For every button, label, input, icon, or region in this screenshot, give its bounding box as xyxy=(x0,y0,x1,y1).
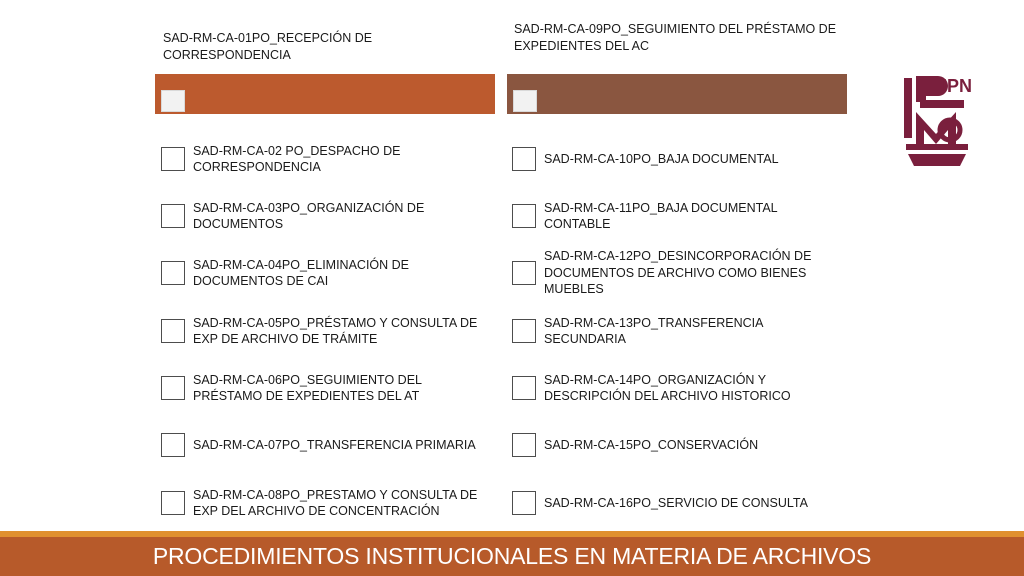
checkbox[interactable] xyxy=(161,204,185,228)
item-label: SAD-RM-CA-15PO_CONSERVACIÓN xyxy=(544,437,759,452)
checkbox[interactable] xyxy=(161,147,185,171)
checkbox[interactable] xyxy=(512,261,536,285)
item-label: SAD-RM-CA-08PO_PRESTAMO Y CONSULTA DE EXP DEL ARCHIVO DE CONCENTRACIÓN xyxy=(193,487,478,518)
list-item[interactable] xyxy=(512,370,834,406)
left-column-header: SAD-RM-CA-01PO_RECEPCIÓN DE CORRESPONDENCIA xyxy=(163,31,373,62)
list-item[interactable] xyxy=(161,198,483,234)
list-item[interactable] xyxy=(512,247,834,299)
checkbox[interactable] xyxy=(512,491,536,515)
checkbox[interactable] xyxy=(512,147,536,171)
right-column-bar xyxy=(507,74,847,114)
list-item[interactable] xyxy=(512,313,834,349)
list-item[interactable] xyxy=(161,485,483,521)
list-item[interactable] xyxy=(512,485,834,521)
right-column-header: SAD-RM-CA-09PO_SEGUIMIENTO DEL PRÉSTAMO DE EXPEDIENTES DEL AC xyxy=(514,22,837,53)
item-label: SAD-RM-CA-12PO_DESINCORPORACIÓN DE DOCUMENTOS DE ARCHIVO COMO BIENES MUEBLES xyxy=(544,249,812,297)
item-label: SAD-RM-CA-06PO_SEGUIMIENTO DEL PRÉSTAMO DE EXPEDIENTES DEL AT xyxy=(193,372,422,403)
list-item[interactable] xyxy=(161,141,483,177)
checkbox[interactable] xyxy=(512,319,536,343)
left-column-bar xyxy=(155,74,495,114)
ipn-logo xyxy=(902,70,972,170)
list-item[interactable] xyxy=(161,427,483,463)
logo-text: IPN xyxy=(942,76,972,96)
left-bar-checkbox[interactable] xyxy=(161,90,185,112)
list-item[interactable] xyxy=(512,427,834,463)
checkbox[interactable] xyxy=(161,319,185,343)
right-bar-checkbox[interactable] xyxy=(513,90,537,112)
list-item[interactable] xyxy=(512,198,834,234)
checkbox[interactable] xyxy=(512,433,536,457)
footer-title: PROCEDIMIENTOS INSTITUCIONALES EN MATERIA DE ARCHIVOS xyxy=(0,537,1024,576)
checkbox[interactable] xyxy=(512,376,536,400)
item-label: SAD-RM-CA-13PO_TRANSFERENCIA SECUNDARIA xyxy=(544,315,763,346)
checkbox[interactable] xyxy=(512,204,536,228)
checkbox[interactable] xyxy=(161,376,185,400)
item-label: SAD-RM-CA-14PO_ORGANIZACIÓN Y DESCRIPCIÓN DEL ARCHIVO HISTORICO xyxy=(544,372,791,403)
checkbox[interactable] xyxy=(161,491,185,515)
item-label: SAD-RM-CA-04PO_ELIMINACIÓN DE DOCUMENTOS DE CAI xyxy=(193,257,410,288)
checkbox[interactable] xyxy=(161,433,185,457)
item-label: SAD-RM-CA-16PO_SERVICIO DE CONSULTA xyxy=(544,495,808,510)
item-label: SAD-RM-CA-05PO_PRÉSTAMO Y CONSULTA DE EXP DE ARCHIVO DE TRÁMITE xyxy=(193,315,478,346)
item-label: SAD-RM-CA-03PO_ORGANIZACIÓN DE DOCUMENTOS xyxy=(193,200,425,231)
list-item[interactable] xyxy=(161,370,483,406)
item-label: SAD-RM-CA-07PO_TRANSFERENCIA PRIMARIA xyxy=(193,437,476,452)
list-item[interactable] xyxy=(512,141,834,177)
item-label: SAD-RM-CA-02 PO_DESPACHO DE CORRESPONDENCIA xyxy=(193,143,401,174)
checkbox[interactable] xyxy=(161,261,185,285)
item-label: SAD-RM-CA-11PO_BAJA DOCUMENTAL CONTABLE xyxy=(544,200,778,231)
list-item[interactable] xyxy=(161,255,483,291)
list-item[interactable] xyxy=(161,313,483,349)
item-label: SAD-RM-CA-10PO_BAJA DOCUMENTAL xyxy=(544,151,779,166)
